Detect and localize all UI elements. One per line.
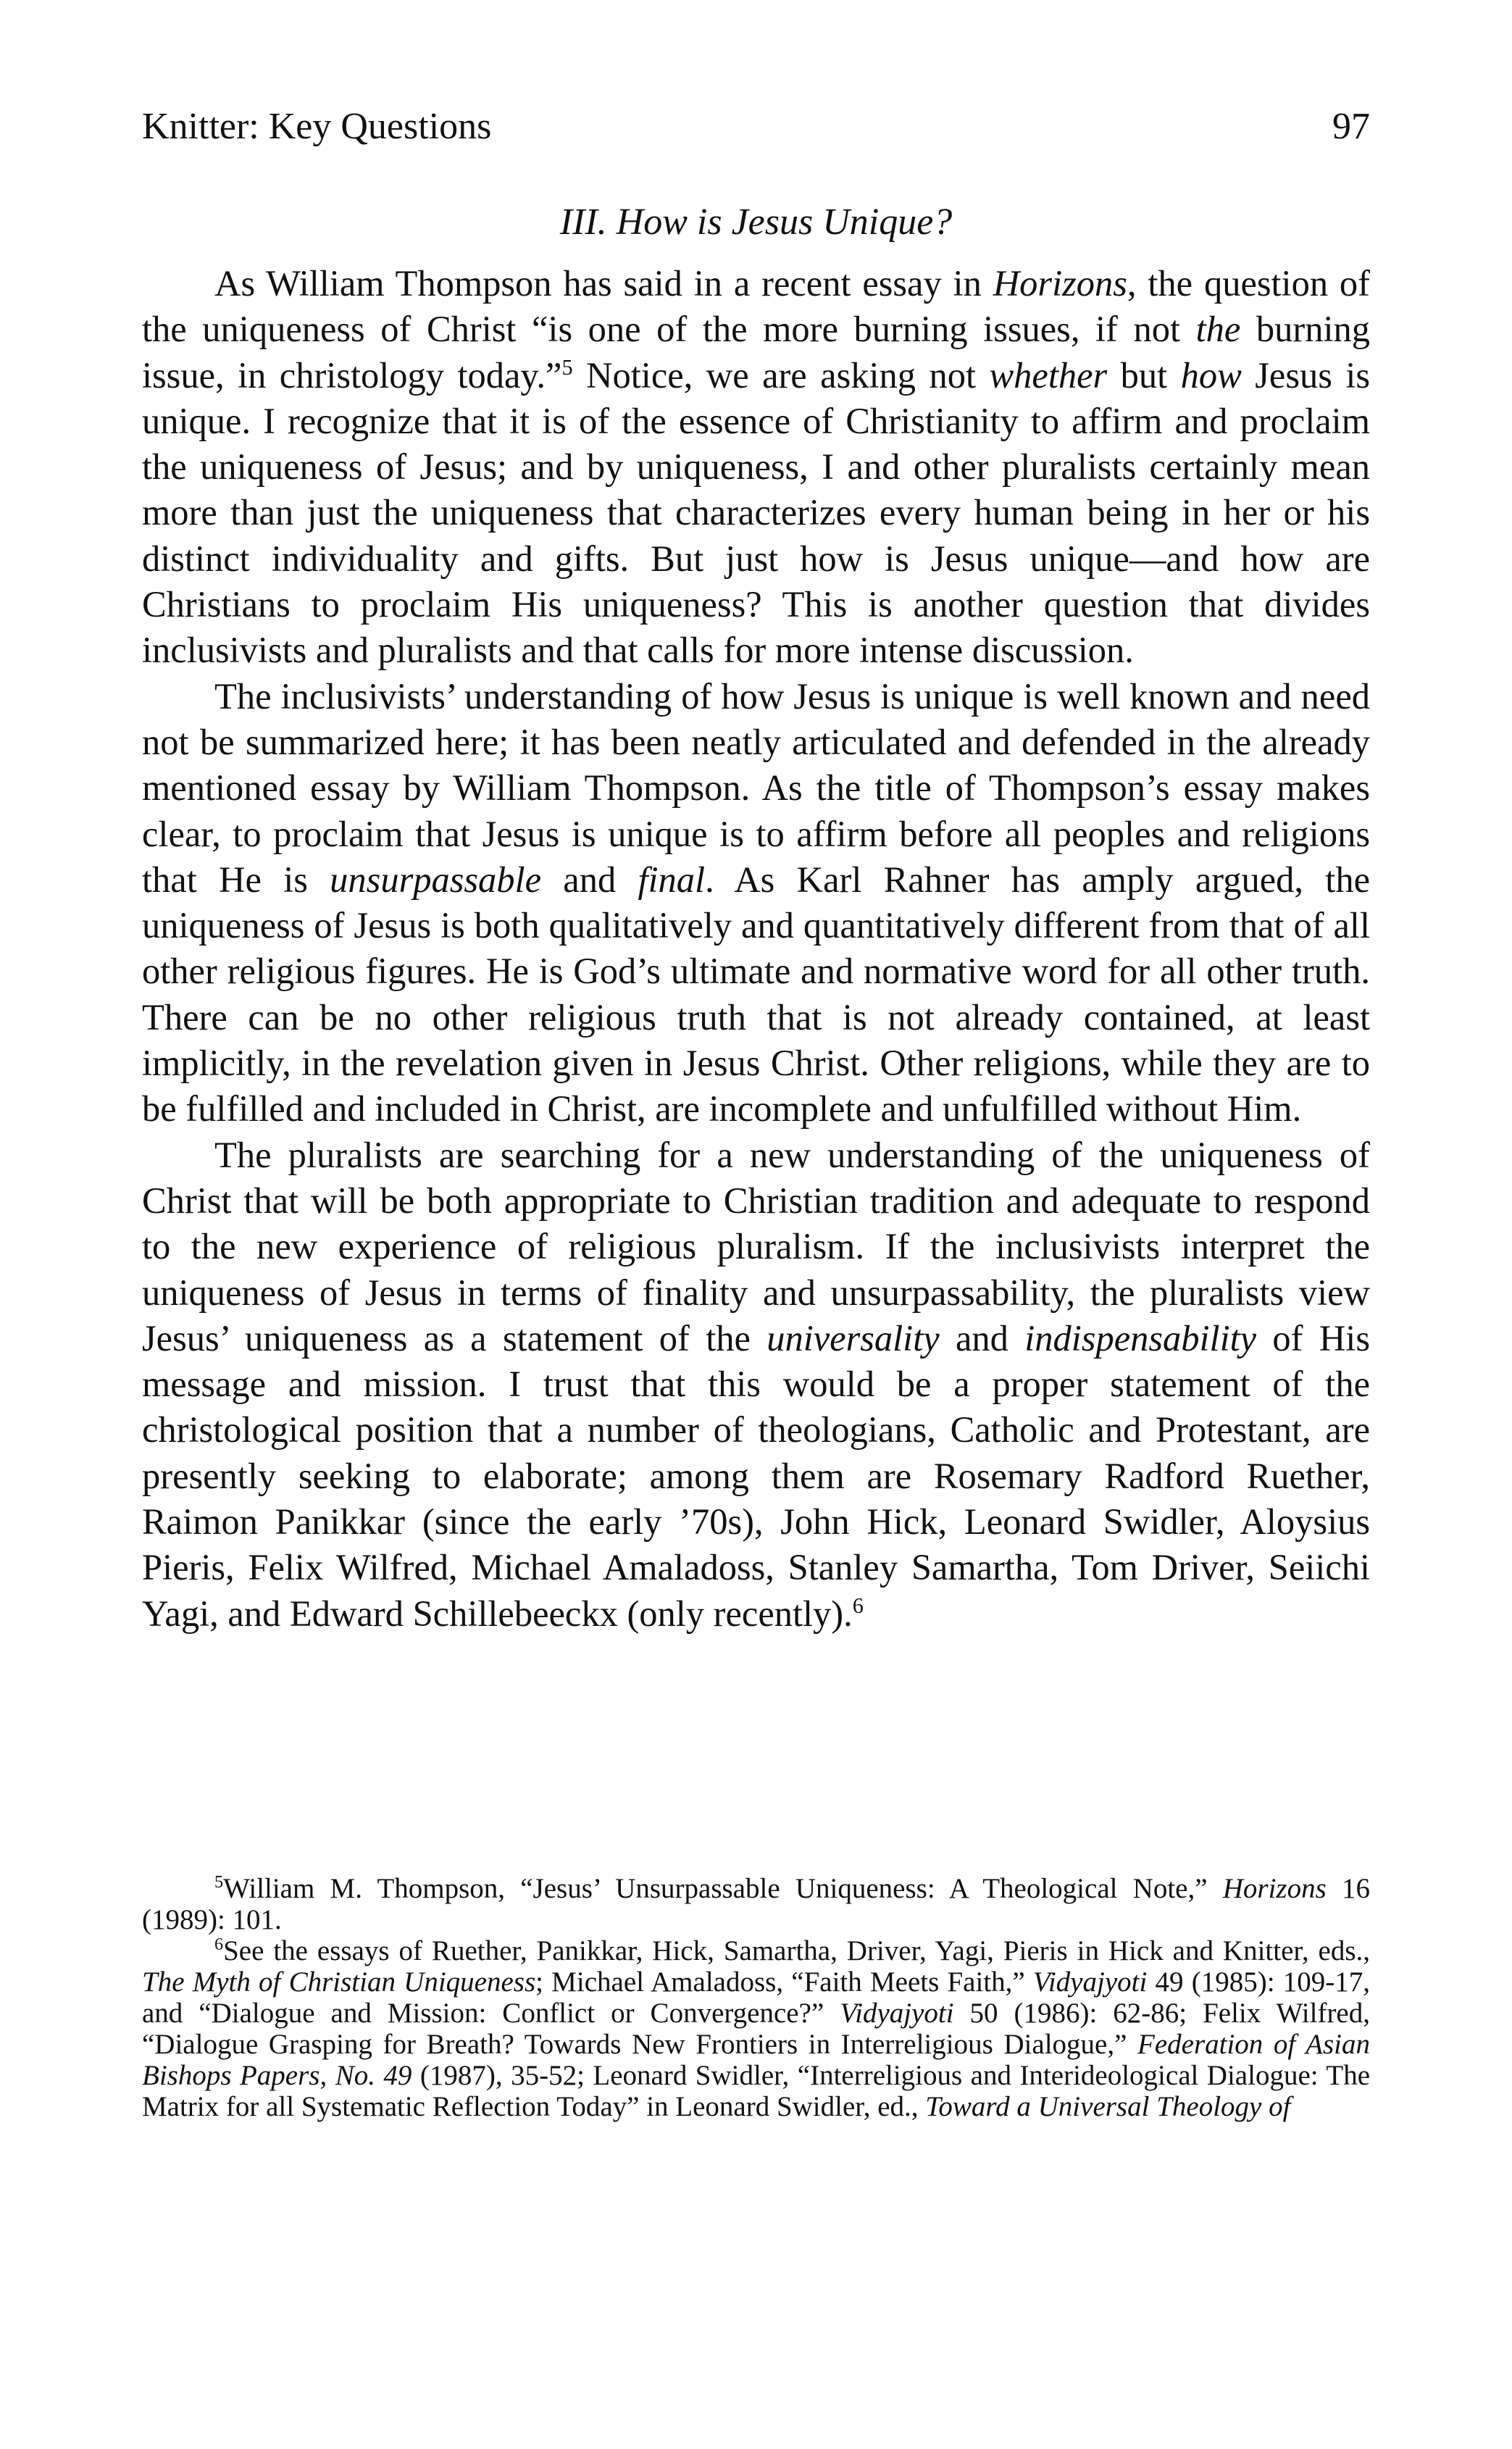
running-title: Knitter: Key Questions [142,106,492,147]
page-number: 97 [1332,106,1370,147]
footnote-ref-6: 6 [852,1593,864,1618]
footnote-5: $^5$William M. Thompson, “Jesus’ Unsurpassable Uniqueness: A Theological Note,” Horizons 16 (1989): 101. [142,1872,1370,1935]
body-text [142,261,1370,1637]
footnote-mark: 6 [214,1935,224,1954]
footnotes [142,1873,1370,2122]
footnote-ref-5: 5 [561,354,573,380]
footnote-6: $^6$See the essays of Ruether, Panikkar, Hick, Samartha, Driver, Yagi, Pieris in Hick and Knitter, eds., The Myth of Christian Uniqueness; Michael Amaladoss, “Faith Meets Faith,” Vidyajyoti 49 (1985): 109-17, and “Dialogue and Mission: Conflict or Convergence?” Vidyajyoti 50 (1986): 62-86; Felix Wilfred, “Dialogue Grasping for Breath? Towards New Frontiers in Interreligious Dialogue,” Federation of Asian Bishops Papers, No. 49 (1987), 35-52; Leonard Swidler, “Interreligious and Interideological Dialogue: The Matrix for all Systematic Reflection Today” in Leonard Swidler, ed., Toward a Universal Theology of [142,1935,1371,2122]
paragraph-3: The pluralists are searching for a new understanding of the uniqueness of Christ that will be both appropriate to Christian tradition and adequate to respond to the new experience of religious pluralism. If the inclusivists interpret the uniqueness of Jesus in terms of finality and unsurpassability, the pluralists view Jesus’ uniqueness as a statement of the universality and indispensability of His message and mission. I trust that this would be a proper statement of the christological position that a number of theologians, Catholic and Protestant, are presently seeking to elaborate; among them are Rosemary Radford Ruether, Raimon Panikkar (since the early ’70s), John Hick, Leonard Swidler, Aloysius Pieris, Felix Wilfred, Michael Amaladoss, Stanley Samartha, Tom Driver, Seiichi Yagi, and Edward Schillebeeckx (only recently).$^6$ [142,1134,1370,1634]
paragraph-2: The inclusivists’ understanding of how Jesus is unique is well known and need not be summarized here; it has been neatly articulated and defended in the already mentioned essay by William Thompson. As the title of Thompson’s essay makes clear, to proclaim that Jesus is unique is to affirm before all peoples and religions that He is unsurpassable and final. As Karl Rahner has amply argued, the uniqueness of Jesus is both qualitatively and quantitatively different from that of all other religious figures. He is God’s ultimate and normative word for all other truth. There can be no other religious truth that is not already contained, at least implicitly, in the revelation given in Jesus Christ. Other religions, while they are to be fulfilled and included in Christ, are incomplete and unfulfilled without Him. [142,675,1370,1130]
footnote-mark: 5 [214,1872,224,1892]
running-head [142,101,1370,152]
section-heading: III. How is Jesus Unique? [559,201,953,243]
paragraph-1: As William Thompson has said in a recent essay in Horizons, the question of the uniqueness of Christ “is one of the more burning issues, if not the burning issue, in christology today.”$^5$ Notice, we are asking not whether but how Jesus is unique. I recognize that it is of the essence of Christianity to affirm and proclaim the uniqueness of Jesus; and by uniqueness, I and other pluralists certainly mean more than just the uniqueness that characterizes every human being in her or his distinct individuality and gifts. But just how is Jesus unique—and how are Christians to proclaim His uniqueness? This is another question that divides inclusivists and pluralists and that calls for more intense discussion. [142,263,1371,671]
